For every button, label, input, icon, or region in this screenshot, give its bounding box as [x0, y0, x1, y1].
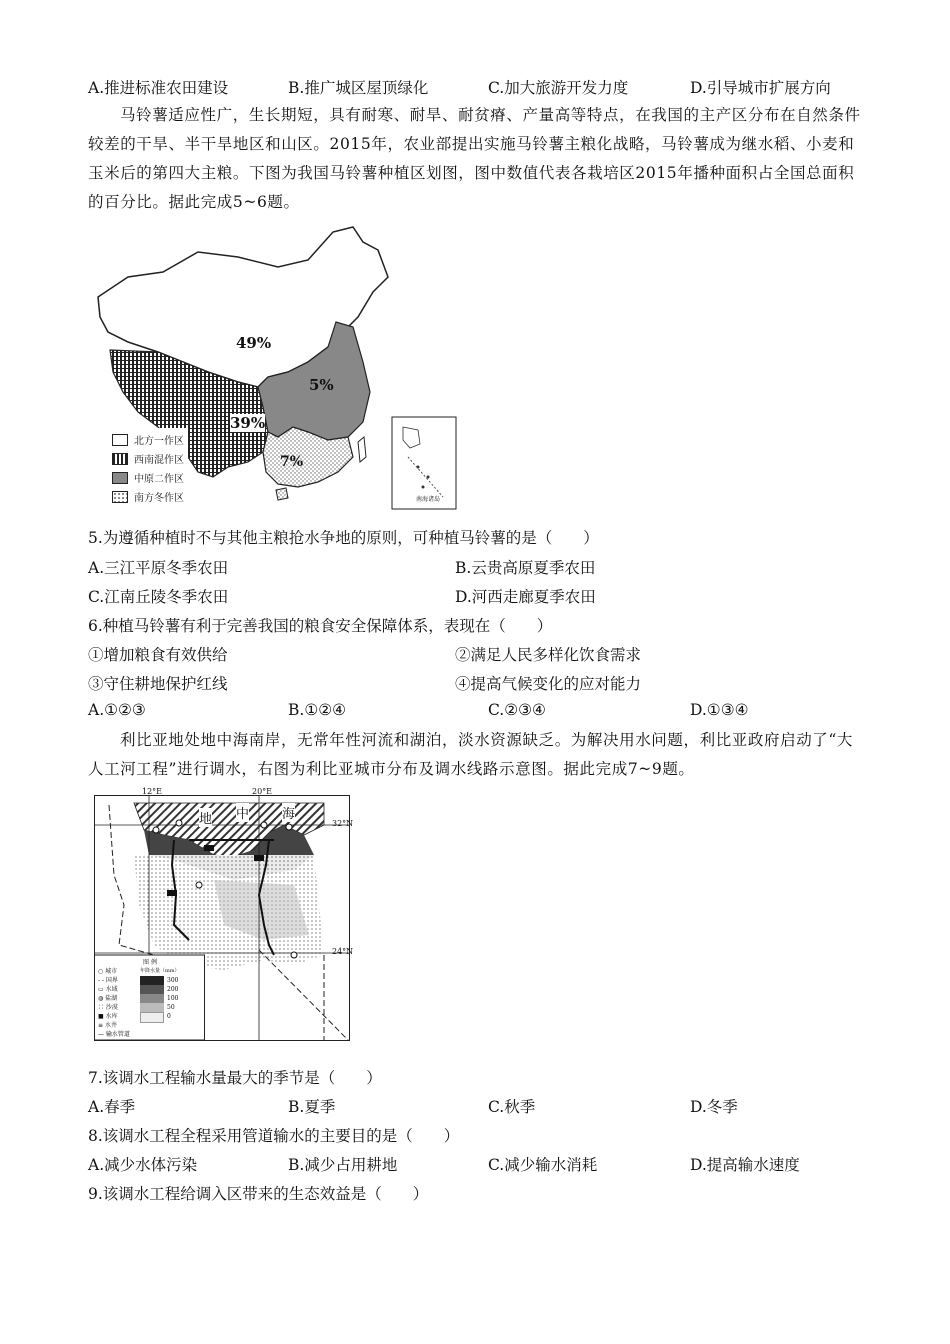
- q9-stem: 9.该调水工程给调入区带来的生态效益是（ ）: [88, 1185, 429, 1203]
- map2-legend: [98, 958, 202, 1039]
- lat-32n: 32°N: [332, 819, 354, 828]
- q5-option-a[interactable]: A.三江平原冬季农田: [88, 559, 229, 577]
- q6-item-4: ④提高气候变化的应对能力: [455, 675, 642, 693]
- q7-option-b[interactable]: B.夏季: [288, 1098, 336, 1116]
- q6-option-b[interactable]: B.①②④: [288, 701, 347, 719]
- q5-option-c[interactable]: C.江南丘陵冬季农田: [88, 588, 229, 606]
- q6-option-c[interactable]: C.②③④: [488, 701, 546, 719]
- q5-stem: 5.为遵循种植时不与其他主粮抢水争地的原则，可种植马铃薯的是（ ）: [88, 529, 599, 547]
- legend-salt-lake: ◍ 盐湖: [98, 995, 118, 1002]
- southwest-pct-label: 39%: [230, 414, 266, 432]
- inset-label: 南海诸岛: [416, 496, 441, 503]
- precip-200: 200: [167, 986, 179, 993]
- q8-stem: 8.该调水工程全程采用管道输水的主要目的是（ ）: [88, 1127, 460, 1145]
- sea-label-1: 地: [199, 808, 212, 827]
- precip-title: 年降水量（mm）: [140, 968, 180, 974]
- legend-desert: ∷ 沙漠: [98, 1004, 118, 1011]
- precip-300: 300: [167, 977, 179, 984]
- precip-50: 50: [167, 1004, 175, 1011]
- hainan-island: [276, 488, 288, 500]
- legend-title: 图 例: [143, 959, 157, 966]
- q5-option-d[interactable]: D.河西走廊夏季农田: [455, 588, 596, 606]
- legend-city: ○ 城市: [98, 968, 118, 975]
- legend-southwest: [112, 449, 184, 468]
- china-potato-map: [88, 222, 468, 512]
- q8-option-a[interactable]: A.减少水体污染: [88, 1156, 198, 1174]
- map1-legend: [108, 428, 188, 508]
- lon-12e: 12°E: [142, 787, 163, 796]
- south-pct-label: 7%: [280, 454, 304, 470]
- q7-stem: 7.该调水工程输水量最大的季节是（ ）: [88, 1069, 382, 1087]
- q6-option-a[interactable]: A.①②③: [88, 701, 146, 719]
- sea-label-3: 海: [282, 803, 295, 822]
- legend-north-label: 北方一作区: [134, 436, 184, 447]
- legend-south-label: 南方冬作区: [134, 493, 184, 504]
- q4-option-c[interactable]: C.加大旅游开发力度: [488, 79, 629, 97]
- q6-item-1: ①增加粮食有效供给: [88, 646, 228, 664]
- q8-option-d[interactable]: D.提高输水速度: [690, 1156, 800, 1174]
- precip-0: 0: [167, 1013, 171, 1020]
- sea-label-2: 中: [236, 803, 249, 822]
- q4-option-b[interactable]: B.推广城区屋顶绿化: [288, 79, 429, 97]
- passage-potato-text: 马铃薯适应性广，生长期短，具有耐寒、耐旱、耐贫瘠、产量高等特点，在我国的主产区分布在自然条件较差的干旱、半干旱地区和山区。2015年，农业部提出实施马铃薯主粮化战略，马铃薯成为继水稻、小麦和玉米后的第四大主粮。下图为我国马铃薯种植区划图，图中数值代表各栽培区2015年播种面积占全国总面积的百分比。据此完成5~6题。: [88, 106, 861, 211]
- precip-100: 100: [167, 995, 179, 1002]
- q4-option-d[interactable]: D.引导城市扩展方向: [690, 79, 831, 97]
- q6-stem: 6.种植马铃薯有利于完善我国的粮食安全保障体系，表现在（ ）: [88, 617, 553, 635]
- legend-reservoir: ■ 水库: [98, 1013, 118, 1020]
- passage-libya-text: 利比亚地处地中海南岸，无常年性河流和湖泊，淡水资源缺乏。为解决用水问题，利比亚政府启动了“大人工河工程”进行调水，右图为利比亚城市分布及调水线路示意图。据此完成7~9题。: [88, 731, 854, 778]
- q8-option-c[interactable]: C.减少输水消耗: [488, 1156, 598, 1174]
- lat-24n: 24°N: [332, 947, 354, 956]
- legend-pipeline: — 输水管道: [98, 1031, 130, 1038]
- q7-option-a[interactable]: A.春季: [88, 1098, 136, 1116]
- central-pct-label: 5%: [309, 376, 334, 394]
- lon-20e: 20°E: [252, 787, 273, 796]
- q4-option-a[interactable]: A.推进标准农田建设: [88, 79, 229, 97]
- legend-border: - - 国界: [98, 977, 118, 984]
- taiwan-island: [358, 437, 366, 462]
- north-pct-label: 49%: [236, 334, 272, 352]
- q7-option-c[interactable]: C.秋季: [488, 1098, 536, 1116]
- q6-item-3: ③守住耕地保护红线: [88, 675, 228, 693]
- legend-south: [112, 487, 184, 506]
- libya-map: [94, 787, 354, 1041]
- legend-north: [112, 430, 184, 449]
- q5-option-b[interactable]: B.云贵高原夏季农田: [455, 559, 596, 577]
- passage-libya: [88, 726, 868, 784]
- legend-well: ≡ 水井: [98, 1022, 117, 1029]
- q8-option-b[interactable]: B.减少占用耕地: [288, 1156, 398, 1174]
- legend-southwest-label: 西南混作区: [134, 455, 184, 466]
- q6-item-2: ②满足人民多样化饮食需求: [455, 646, 642, 664]
- legend-central-label: 中原二作区: [134, 474, 184, 485]
- legend-water: ▭ 水域: [98, 986, 118, 993]
- q6-option-d[interactable]: D.①③④: [690, 701, 749, 719]
- q7-option-d[interactable]: D.冬季: [690, 1098, 738, 1116]
- legend-central: [112, 468, 184, 487]
- passage-potato: [88, 101, 868, 217]
